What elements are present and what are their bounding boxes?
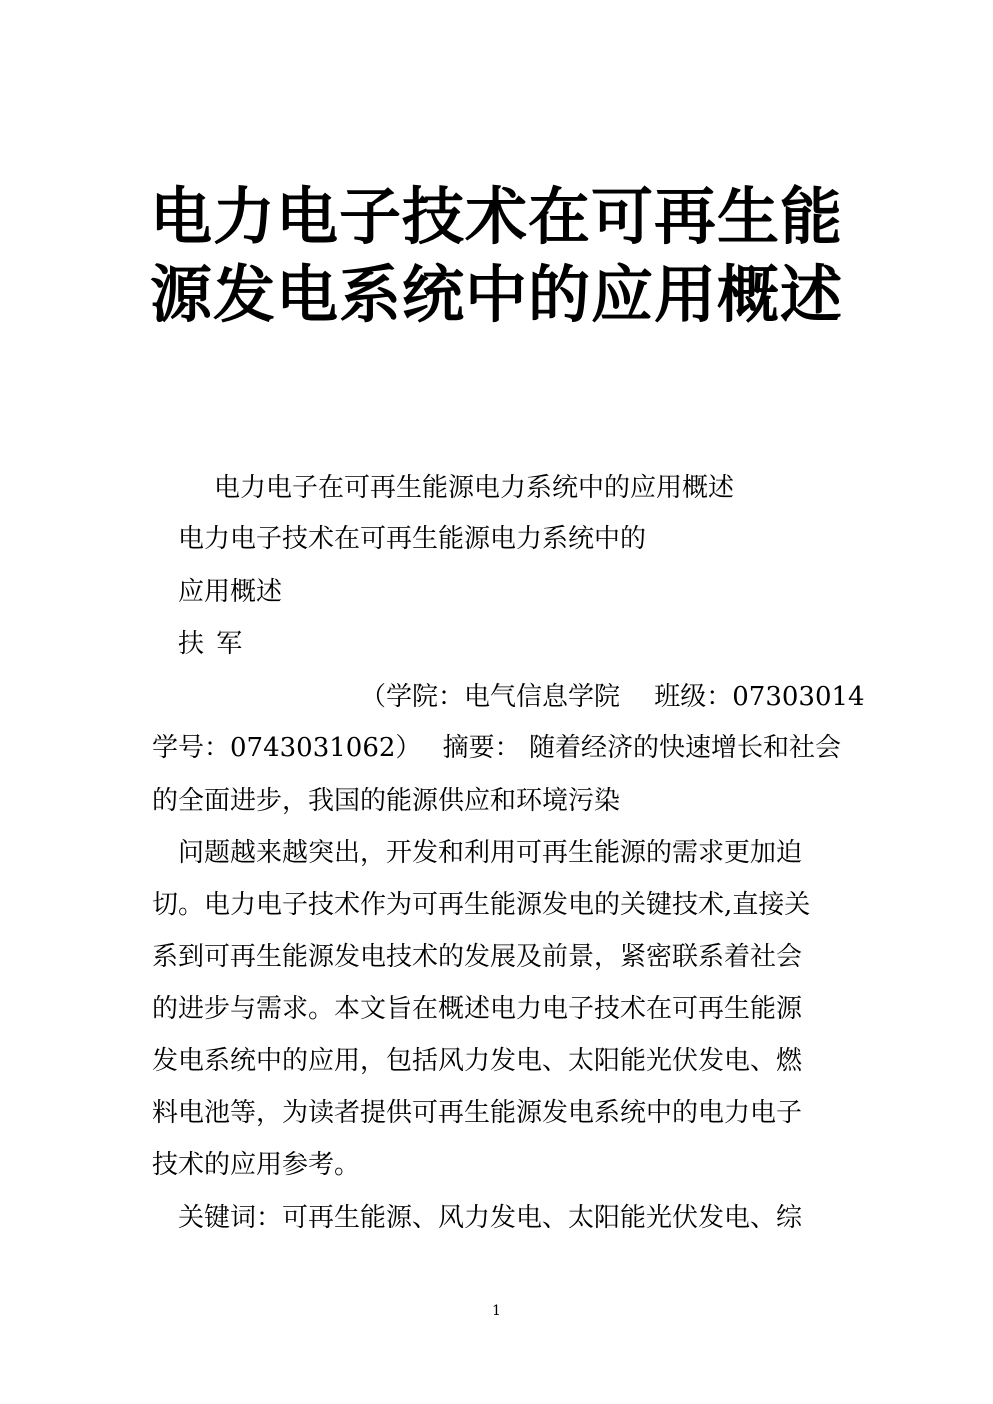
abstract-line-3: 切。电力电子技术作为可再生能源发电的关键技术,直接关 xyxy=(152,890,811,920)
abstract-line-6: 发电系统中的应用，包括风力发电、太阳能光伏发电、燃 xyxy=(152,1046,803,1076)
author-name: 扶 军 xyxy=(178,629,245,659)
abstract-line-1: 的全面进步，我国的能源供应和环境污染 xyxy=(152,786,621,816)
abstract-line-5: 的进步与需求。本文旨在概述电力电子技术在可再生能源 xyxy=(152,994,803,1024)
abstract-line-7: 料电池等，为读者提供可再生能源发电系统中的电力电子 xyxy=(152,1098,803,1128)
document-title-line-2: 源发电系统中的应用概述 xyxy=(149,258,843,331)
document-title-line-1: 电力电子技术在可再生能 xyxy=(149,180,843,253)
affiliation-line-2: 学号：0743031062） 摘要： 随着经济的快速增长和社会 xyxy=(152,733,841,763)
keywords-line: 关键词：可再生能源、风力发电、太阳能光伏发电、综 xyxy=(178,1203,803,1233)
subtitle: 电力电子在可再生能源电力系统中的应用概述 xyxy=(214,473,735,503)
affiliation-line-1: （学院：电气信息学院 班级：07303014 xyxy=(360,682,865,712)
abstract-line-4: 系到可再生能源发电技术的发展及前景，紧密联系着社会 xyxy=(152,942,803,972)
abstract-line-2: 问题越来越突出，开发和利用可再生能源的需求更加迫 xyxy=(178,838,803,868)
abstract-line-8: 技术的应用参考。 xyxy=(152,1150,361,1180)
section-heading-line-1: 电力电子技术在可再生能源电力系统中的 xyxy=(178,524,647,554)
page-number: 1 xyxy=(492,1303,501,1319)
section-heading-line-2: 应用概述 xyxy=(178,577,283,607)
